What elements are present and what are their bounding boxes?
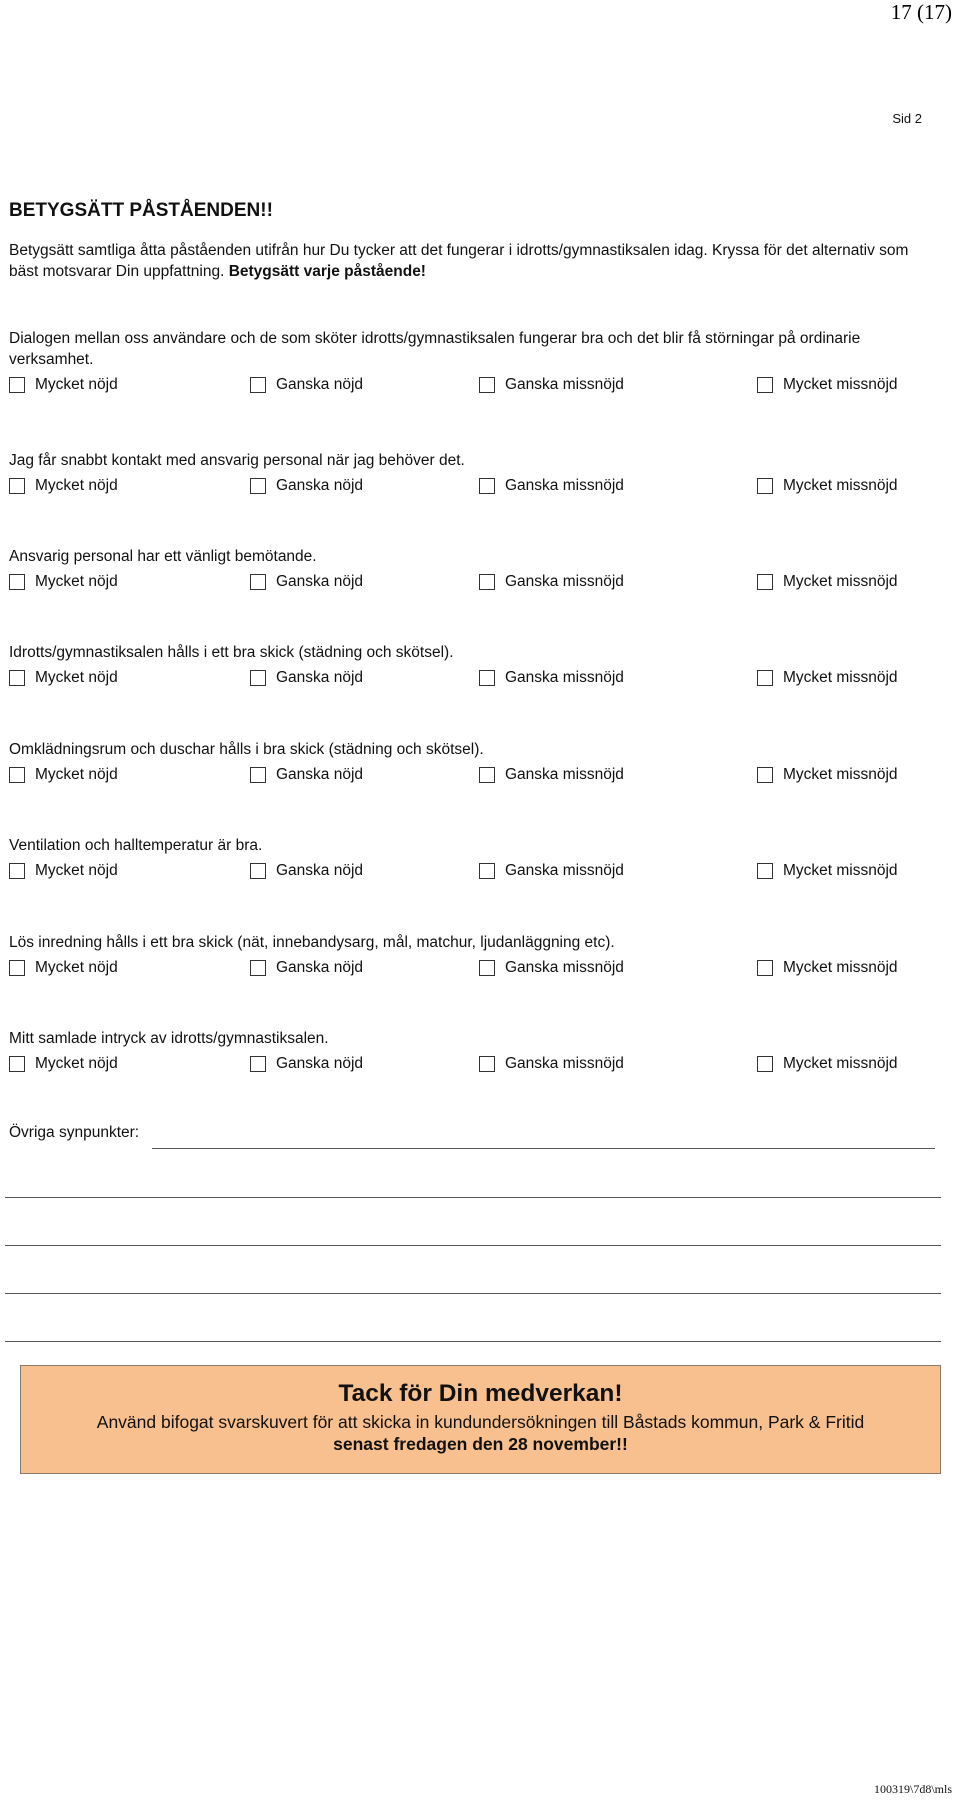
intro-paragraph — [9, 240, 909, 282]
option-label: Ganska missnöjd — [505, 959, 624, 976]
option-ganska-missnojd[interactable] — [479, 1055, 624, 1073]
option-mycket-missnojd[interactable] — [757, 1055, 898, 1073]
option-label: Ganska nöjd — [276, 766, 364, 783]
option-ganska-missnojd[interactable] — [479, 862, 624, 880]
option-label: Mycket missnöjd — [783, 669, 898, 686]
option-mycket-nojd[interactable] — [9, 1055, 118, 1073]
question-text: Mitt samlade intryck av idrotts/gymnastiksalen. — [9, 1030, 329, 1047]
option-label: Ganska missnöjd — [505, 376, 624, 393]
comment-line-4[interactable] — [5, 1293, 941, 1294]
option-label: Mycket nöjd — [35, 766, 118, 783]
page-number: 17 (17) — [890, 0, 952, 24]
option-ganska-nojd[interactable] — [250, 573, 363, 591]
option-mycket-nojd[interactable] — [9, 573, 118, 591]
thank-you-title: Tack för Din medverkan! — [338, 1380, 623, 1407]
option-label: Mycket missnöjd — [783, 477, 898, 494]
question-text: Idrotts/gymnastiksalen hålls i ett bra skick (städning och skötsel). — [9, 644, 454, 661]
checkbox[interactable] — [479, 670, 495, 686]
checkbox[interactable] — [9, 574, 25, 590]
intro-text: Betygsätt samtliga åtta påståenden utifrån hur Du tycker att det fungerar i idrotts/gymnastiksalen idag. Kryssa för det alternativ som bäst motsvarar Din uppfattning. — [9, 242, 909, 280]
question-7 — [9, 932, 909, 983]
option-mycket-missnojd[interactable] — [757, 573, 898, 591]
option-ganska-missnojd[interactable] — [479, 477, 624, 495]
option-label: Mycket missnöjd — [783, 1055, 898, 1072]
option-mycket-nojd[interactable] — [9, 862, 118, 880]
checkbox[interactable] — [250, 1056, 266, 1072]
checkbox[interactable] — [9, 960, 25, 976]
checkbox[interactable] — [757, 767, 773, 783]
option-label: Ganska missnöjd — [505, 669, 624, 686]
checkbox[interactable] — [250, 863, 266, 879]
checkbox[interactable] — [479, 767, 495, 783]
option-mycket-missnojd[interactable] — [757, 959, 898, 977]
option-label: Mycket nöjd — [35, 477, 118, 494]
option-label: Ganska nöjd — [276, 477, 364, 494]
question-text: Jag får snabbt kontakt med ansvarig personal när jag behöver det. — [9, 452, 465, 469]
checkbox[interactable] — [9, 1056, 25, 1072]
option-ganska-missnojd[interactable] — [479, 766, 624, 784]
option-mycket-nojd[interactable] — [9, 477, 118, 495]
option-label: Ganska missnöjd — [505, 862, 624, 879]
thank-you-box — [20, 1365, 941, 1474]
rating-options — [9, 959, 909, 983]
checkbox[interactable] — [757, 574, 773, 590]
option-label: Ganska missnöjd — [505, 1055, 624, 1072]
question-6 — [9, 835, 909, 886]
option-label: Ganska nöjd — [276, 376, 364, 393]
option-mycket-missnojd[interactable] — [757, 862, 898, 880]
comment-line-5[interactable] — [5, 1341, 941, 1342]
checkbox[interactable] — [250, 574, 266, 590]
option-mycket-missnojd[interactable] — [757, 669, 898, 687]
checkbox[interactable] — [757, 1056, 773, 1072]
question-text: Lös inredning hålls i ett bra skick (nät, innebandysarg, mål, matchur, ljudanläggning etc). — [9, 934, 615, 951]
option-label: Mycket nöjd — [35, 573, 118, 590]
comment-line-1[interactable] — [152, 1148, 935, 1149]
option-label: Mycket missnöjd — [783, 376, 898, 393]
option-mycket-nojd[interactable] — [9, 669, 118, 687]
comments-label: Övriga synpunkter: — [9, 1124, 140, 1141]
option-ganska-nojd[interactable] — [250, 1055, 363, 1073]
option-label: Ganska nöjd — [276, 573, 364, 590]
question-1 — [9, 328, 909, 400]
option-label: Ganska missnöjd — [505, 573, 624, 590]
checkbox[interactable] — [250, 670, 266, 686]
checkbox[interactable] — [479, 377, 495, 393]
option-ganska-nojd[interactable] — [250, 669, 363, 687]
comment-line-3[interactable] — [5, 1245, 941, 1246]
checkbox[interactable] — [757, 670, 773, 686]
question-text: Omklädningsrum och duschar hålls i bra skick (städning och skötsel). — [9, 741, 484, 758]
checkbox[interactable] — [250, 767, 266, 783]
question-2 — [9, 450, 909, 501]
rating-options — [9, 1055, 909, 1079]
checkbox[interactable] — [479, 478, 495, 494]
checkbox[interactable] — [479, 1056, 495, 1072]
checkbox[interactable] — [9, 670, 25, 686]
option-label: Mycket missnöjd — [783, 766, 898, 783]
question-8 — [9, 1028, 909, 1079]
option-mycket-nojd[interactable] — [9, 959, 118, 977]
page-label: Sid 2 — [892, 111, 922, 126]
question-text: Ansvarig personal har ett vänligt bemötande. — [9, 548, 317, 565]
checkbox[interactable] — [757, 863, 773, 879]
option-label: Mycket missnöjd — [783, 959, 898, 976]
thank-you-deadline: senast fredagen den 28 november!! — [333, 1434, 628, 1454]
option-label: Ganska nöjd — [276, 669, 364, 686]
checkbox[interactable] — [250, 478, 266, 494]
checkbox[interactable] — [479, 574, 495, 590]
option-ganska-nojd[interactable] — [250, 477, 363, 495]
checkbox[interactable] — [757, 377, 773, 393]
option-label: Mycket nöjd — [35, 959, 118, 976]
option-mycket-missnojd[interactable] — [757, 766, 898, 784]
option-label: Mycket nöjd — [35, 862, 118, 879]
rating-options — [9, 573, 909, 597]
checkbox[interactable] — [9, 863, 25, 879]
thank-you-instructions: Använd bifogat svarskuvert för att skicka in kundundersökningen till Båstads kommun, Park & Fritid — [96, 1412, 865, 1432]
checkbox[interactable] — [250, 960, 266, 976]
option-label: Ganska nöjd — [276, 1055, 364, 1072]
option-ganska-missnojd[interactable] — [479, 669, 624, 687]
comment-line-2[interactable] — [5, 1197, 941, 1198]
document-reference: 100319\7d8\mls — [873, 1782, 952, 1796]
option-label: Ganska nöjd — [276, 959, 364, 976]
question-5 — [9, 739, 909, 790]
option-ganska-nojd[interactable] — [250, 862, 363, 880]
option-ganska-nojd[interactable] — [250, 376, 363, 394]
checkbox[interactable] — [9, 377, 25, 393]
rating-options — [9, 477, 909, 501]
option-label: Mycket missnöjd — [783, 862, 898, 879]
option-label: Ganska nöjd — [276, 862, 364, 879]
option-mycket-missnojd[interactable] — [757, 376, 898, 394]
question-4 — [9, 642, 909, 693]
question-text: Dialogen mellan oss användare och de som sköter idrotts/gymnastiksalen fungerar bra och det blir få störningar på ordinarie verksamhet. — [9, 330, 861, 368]
question-3 — [9, 546, 909, 597]
intro-emphasis: Betygsätt varje påstående! — [228, 263, 426, 280]
option-ganska-missnojd[interactable] — [479, 376, 624, 394]
option-label: Mycket nöjd — [35, 376, 118, 393]
option-ganska-missnojd[interactable] — [479, 959, 624, 977]
option-label: Mycket missnöjd — [783, 573, 898, 590]
rating-options — [9, 376, 909, 400]
option-label: Ganska missnöjd — [505, 477, 624, 494]
rating-options — [9, 862, 909, 886]
option-ganska-missnojd[interactable] — [479, 573, 624, 591]
option-label: Ganska missnöjd — [505, 766, 624, 783]
checkbox[interactable] — [757, 960, 773, 976]
page-heading: BETYGSÄTT PÅSTÅENDEN!! — [9, 200, 273, 221]
option-label: Mycket nöjd — [35, 1055, 118, 1072]
checkbox[interactable] — [250, 377, 266, 393]
option-mycket-missnojd[interactable] — [757, 477, 898, 495]
rating-options — [9, 766, 909, 790]
option-ganska-nojd[interactable] — [250, 959, 363, 977]
checkbox[interactable] — [479, 960, 495, 976]
checkbox[interactable] — [9, 478, 25, 494]
checkbox[interactable] — [9, 767, 25, 783]
option-mycket-nojd[interactable] — [9, 766, 118, 784]
rating-options — [9, 669, 909, 693]
question-text: Ventilation och halltemperatur är bra. — [9, 837, 263, 854]
option-ganska-nojd[interactable] — [250, 766, 363, 784]
option-label: Mycket nöjd — [35, 669, 118, 686]
option-mycket-nojd[interactable] — [9, 376, 118, 394]
checkbox[interactable] — [757, 478, 773, 494]
checkbox[interactable] — [479, 863, 495, 879]
